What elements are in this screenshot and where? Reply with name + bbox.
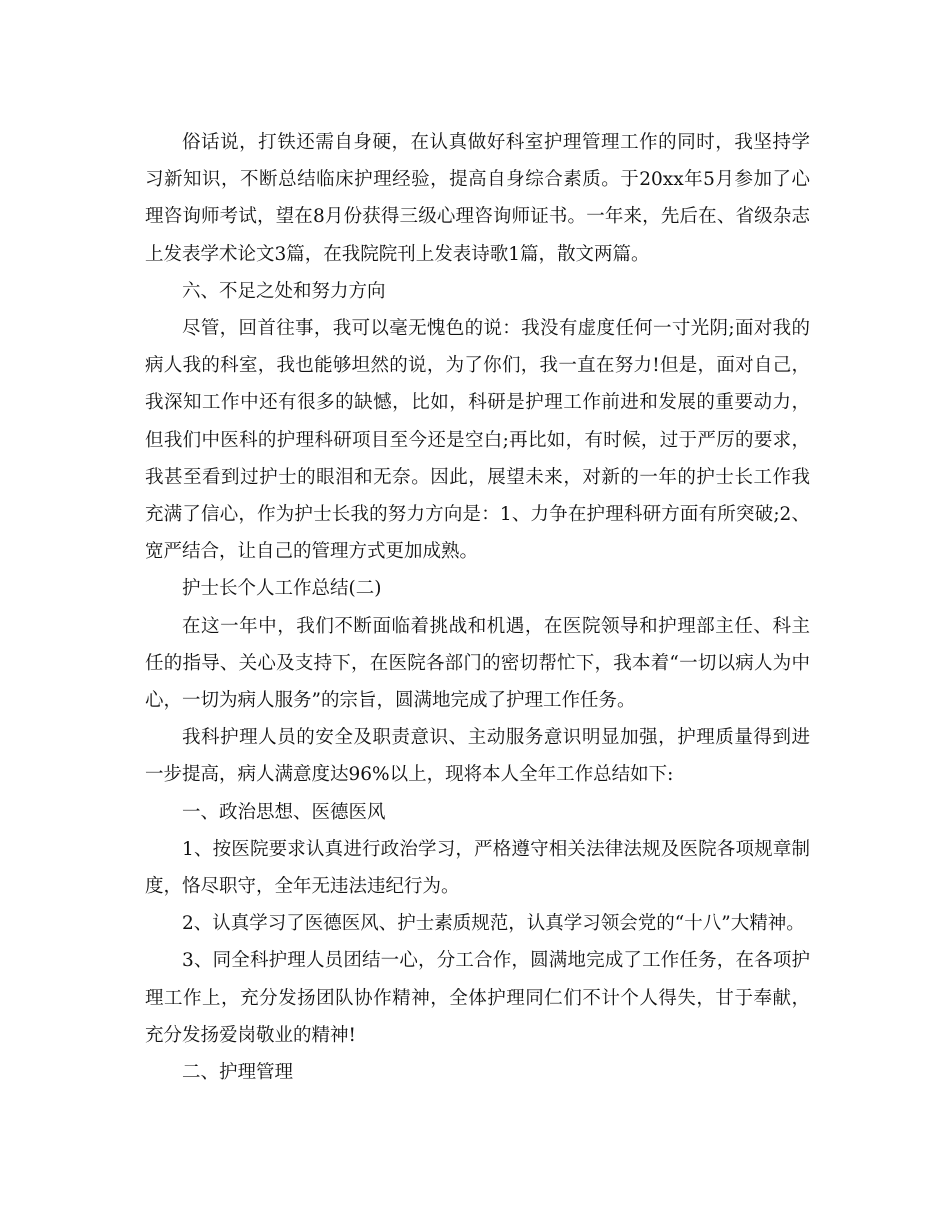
paragraph-summary: 我科护理人员的安全及职责意识、主动服务意识明显加强，护理质量得到进一步提高，病人满意度达96%以上，现将本人全年工作总结如下:	[145, 727, 810, 786]
section-heading-political: 一、政治思想、医德医风	[182, 801, 386, 823]
paragraph-intro: 在这一年中，我们不断面临着挑战和机遇，在医院领导和护理部主任、科主任的指导、关心及支持下，在医院各部门的密切帮忙下，我本着“一切以病人为中心，一切为病人服务”的宗旨，圆满地完成了护理工作任务。	[145, 615, 810, 712]
paragraph-self-study: 俗话说，打铁还需自身硬，在认真做好科室护理管理工作的同时，我坚持学习新知识，不断总结临床护理经验，提高自身综合素质。于20xx年5月参加了心理咨询师考试，望在8月份获得三级心理咨询师证书。一年来，先后在、省级杂志上发表学术论文3篇，在我院院刊上发表诗歌1篇，散文两篇。	[145, 132, 810, 265]
section-heading-shortcomings: 六、不足之处和努力方向	[182, 280, 386, 302]
document-subtitle: 护士长个人工作总结(二)	[182, 578, 382, 600]
section-heading-nursing-management: 二、护理管理	[182, 1062, 294, 1084]
document-body	[145, 124, 810, 1091]
list-item-3: 3、同全科护理人员团结一心，分工合作，圆满地完成了工作任务，在各项护理工作上，充分发扬团队协作精神，全体护理同仁们不计个人得失，甘于奉献，充分发扬爱岗敬业的精神!	[145, 950, 810, 1046]
list-item-2: 2、认真学习了医德医风、护士素质规范，认真学习领会党的“十八”大精神。	[182, 913, 805, 935]
paragraph-shortcomings: 尽管，回首往事，我可以毫无愧色的说：我没有虚度任何一寸光阴;面对我的病人我的科室，我也能够坦然的说，为了你们，我一直在努力!但是，面对自己，我深知工作中还有很多的缺憾，比如，科研是护理工作前进和发展的重要动力，但我们中医科的护理科研项目至今还是空白;再比如，有时候，过于严厉的要求，我甚至看到过护士的眼泪和无奈。因此，展望未来，对新的一年的护士长工作我充满了信心，作为护士长我的努力方向是：1、力争在护理科研方面有所突破;2、宽严结合，让自己的管理方式更加成熟。	[145, 318, 810, 563]
list-item-1: 1、按医院要求认真进行政治学习，严格遵守相关法律法规及医院各项规章制度，恪尽职守，全年无违法违纪行为。	[145, 838, 810, 898]
